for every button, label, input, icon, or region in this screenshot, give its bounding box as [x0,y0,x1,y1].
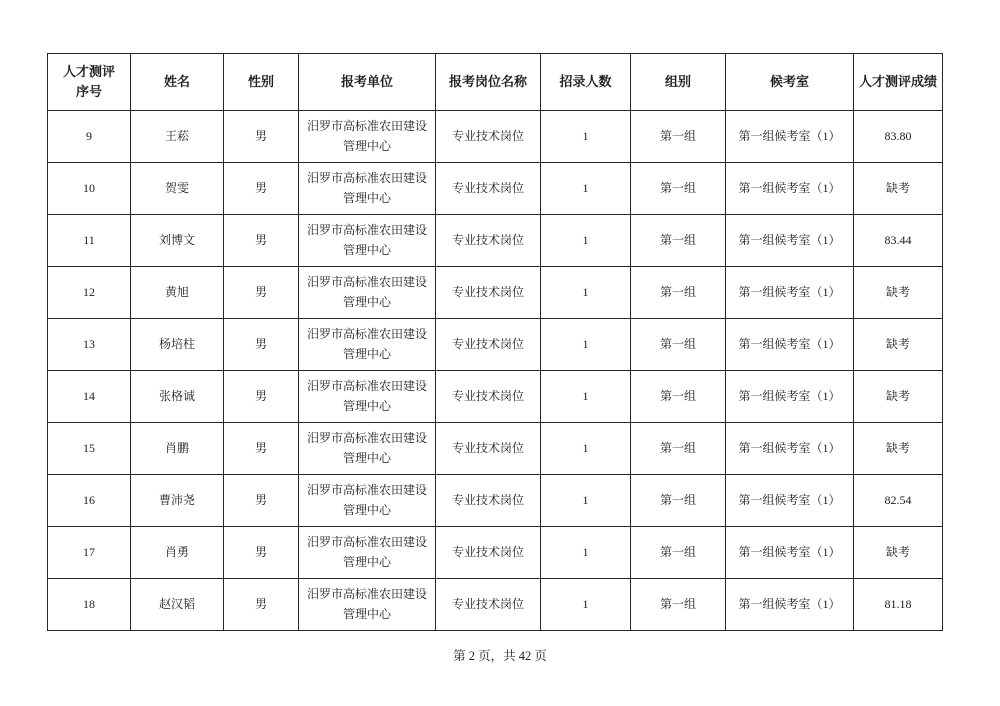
cell-score: 83.80 [854,111,943,163]
table-row [48,371,943,423]
cell-score: 缺考 [854,423,943,475]
table-row [48,527,943,579]
cell-waiting-room: 第一组候考室（1） [726,527,854,579]
column-header-score: 人才测评成绩 [854,54,943,111]
cell-serial: 10 [48,163,131,215]
cell-gender: 男 [224,527,299,579]
cell-unit: 汨罗市高标准农田建设管理中心 [299,527,436,579]
cell-group: 第一组 [631,267,726,319]
cell-waiting-room: 第一组候考室（1） [726,163,854,215]
table-row [48,579,943,631]
cell-position: 专业技术岗位 [436,267,541,319]
cell-quota: 1 [541,475,631,527]
table-row [48,267,943,319]
cell-serial: 16 [48,475,131,527]
cell-position: 专业技术岗位 [436,111,541,163]
column-header-waiting-room: 候考室 [726,54,854,111]
cell-score: 82.54 [854,475,943,527]
table-row [48,475,943,527]
cell-quota: 1 [541,371,631,423]
cell-name: 王菘 [131,111,224,163]
cell-unit: 汨罗市高标准农田建设管理中心 [299,319,436,371]
cell-position: 专业技术岗位 [436,215,541,267]
cell-quota: 1 [541,579,631,631]
cell-score: 缺考 [854,163,943,215]
page-number-footer: 第 2 页，共 42 页 [453,649,547,663]
cell-quota: 1 [541,527,631,579]
column-header-position: 报考岗位名称 [436,54,541,111]
cell-quota: 1 [541,163,631,215]
cell-gender: 男 [224,371,299,423]
cell-waiting-room: 第一组候考室（1） [726,215,854,267]
cell-group: 第一组 [631,579,726,631]
cell-gender: 男 [224,267,299,319]
cell-group: 第一组 [631,527,726,579]
cell-position: 专业技术岗位 [436,579,541,631]
cell-name: 肖鹏 [131,423,224,475]
cell-position: 专业技术岗位 [436,475,541,527]
cell-quota: 1 [541,111,631,163]
cell-score: 83.44 [854,215,943,267]
cell-group: 第一组 [631,371,726,423]
cell-group: 第一组 [631,475,726,527]
cell-unit: 汨罗市高标准农田建设管理中心 [299,579,436,631]
cell-serial: 9 [48,111,131,163]
cell-name: 贺雯 [131,163,224,215]
score-table [47,53,943,631]
cell-score: 缺考 [854,371,943,423]
cell-name: 曹沛尧 [131,475,224,527]
cell-name: 刘博文 [131,215,224,267]
cell-name: 黄旭 [131,267,224,319]
cell-name: 肖勇 [131,527,224,579]
cell-gender: 男 [224,475,299,527]
cell-position: 专业技术岗位 [436,163,541,215]
header-row [48,54,943,111]
cell-waiting-room: 第一组候考室（1） [726,267,854,319]
cell-serial: 18 [48,579,131,631]
cell-waiting-room: 第一组候考室（1） [726,579,854,631]
cell-gender: 男 [224,579,299,631]
cell-gender: 男 [224,423,299,475]
cell-waiting-room: 第一组候考室（1） [726,475,854,527]
table-row [48,163,943,215]
cell-waiting-room: 第一组候考室（1） [726,319,854,371]
cell-group: 第一组 [631,163,726,215]
cell-unit: 汨罗市高标准农田建设管理中心 [299,371,436,423]
table-header [48,54,943,111]
cell-serial: 15 [48,423,131,475]
cell-serial: 11 [48,215,131,267]
cell-score: 缺考 [854,319,943,371]
cell-serial: 17 [48,527,131,579]
cell-serial: 12 [48,267,131,319]
cell-group: 第一组 [631,319,726,371]
cell-name: 张格诚 [131,371,224,423]
cell-position: 专业技术岗位 [436,527,541,579]
cell-unit: 汨罗市高标准农田建设管理中心 [299,215,436,267]
cell-position: 专业技术岗位 [436,423,541,475]
cell-unit: 汨罗市高标准农田建设管理中心 [299,423,436,475]
cell-unit: 汨罗市高标准农田建设管理中心 [299,111,436,163]
cell-score: 81.18 [854,579,943,631]
cell-position: 专业技术岗位 [436,371,541,423]
table-row [48,423,943,475]
cell-gender: 男 [224,111,299,163]
column-header-quota: 招录人数 [541,54,631,111]
cell-serial: 13 [48,319,131,371]
cell-name: 赵汉韬 [131,579,224,631]
cell-group: 第一组 [631,111,726,163]
table-row [48,215,943,267]
cell-score: 缺考 [854,267,943,319]
cell-unit: 汨罗市高标准农田建设管理中心 [299,163,436,215]
cell-serial: 14 [48,371,131,423]
column-header-serial: 人才测评序号 [48,54,131,111]
table-row [48,319,943,371]
cell-group: 第一组 [631,423,726,475]
cell-unit: 汨罗市高标准农田建设管理中心 [299,267,436,319]
cell-quota: 1 [541,423,631,475]
cell-gender: 男 [224,215,299,267]
table-row [48,111,943,163]
cell-quota: 1 [541,319,631,371]
cell-score: 缺考 [854,527,943,579]
cell-name: 杨培柱 [131,319,224,371]
cell-waiting-room: 第一组候考室（1） [726,111,854,163]
cell-quota: 1 [541,267,631,319]
column-header-unit: 报考单位 [299,54,436,111]
cell-waiting-room: 第一组候考室（1） [726,371,854,423]
cell-waiting-room: 第一组候考室（1） [726,423,854,475]
column-header-group: 组别 [631,54,726,111]
column-header-gender: 性别 [224,54,299,111]
cell-gender: 男 [224,163,299,215]
cell-group: 第一组 [631,215,726,267]
cell-unit: 汨罗市高标准农田建设管理中心 [299,475,436,527]
cell-position: 专业技术岗位 [436,319,541,371]
cell-gender: 男 [224,319,299,371]
table-body [48,111,943,631]
column-header-name: 姓名 [131,54,224,111]
cell-quota: 1 [541,215,631,267]
